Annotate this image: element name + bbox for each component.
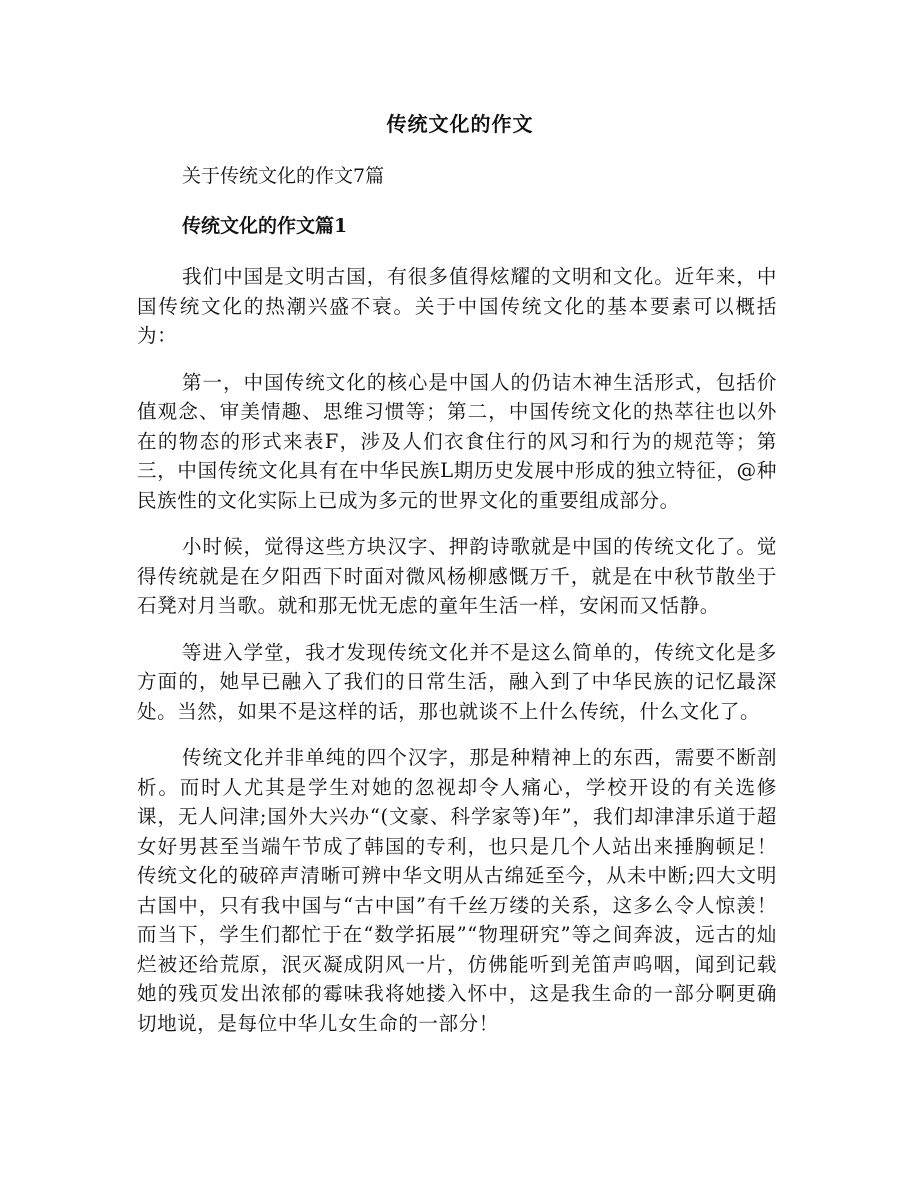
document-subtitle: 关于传统文化的作文7篇 (182, 165, 385, 187)
paragraph-4: 等进入学堂，我才发现传统文化并不是这么简单的，传统文化是多方面的，她早已融入了我们的日常生活，融入到了中华民族的记忆最深处。当然，如果不是这样的话，那也就谈不上什么传统，什么文化了。 (137, 640, 777, 723)
paragraph-1: 我们中国是文明古国，有很多值得炫耀的文明和文化。近年来，中国传统文化的热潮兴盛不衰。关于中国传统文化的基本要素可以概括为： (137, 265, 777, 347)
essay-body (137, 262, 777, 1055)
document-title: 传统文化的作文 (386, 112, 534, 136)
paragraph-5: 传统文化并非单纯的四个汉字，那是种精神上的东西，需要不断剖析。而时人尤其是学生对她的忽视却令人痛心，学校开设的有关选修课，无人问津;国外大兴办“(文豪、科学家等)年”，我们却津津乐道于超女好男甚至当端午节成了韩国的专利，也只是几个人站出来捶胸顿足！传统文化的破碎声清晰可辨中华文明从古绵延至今，从未中断;四大文明古国中，只有我中国与“古中国”有千丝万缕的关系，这多么令人惊羡！而当下，学生们都忙于在“数学拓展”“物理研究”等之间奔波，远古的灿烂被还给荒原，泯灭凝成阴风一片，仿佛能听到羌笛声呜咽，闻到记载她的残页发出浓郁的霉味我将她搂入怀中，这是我生命的一部分啊更确切地说，是每位中华儿女生命的一部分！ (137, 746, 777, 1035)
section-heading: 传统文化的作文篇1 (182, 215, 348, 237)
paragraph-3: 小时候，觉得这些方块汉字、押韵诗歌就是中国的传统文化了。觉得传统就是在夕阳西下时面对微风杨柳感慨万千，就是在中秋节散坐于石凳对月当歌。就和那无忧无虑的童年生活一样，安闲而又恬静。 (137, 535, 777, 617)
paragraph-2: 第一，中国传统文化的核心是中国人的仍诘木神生活形式，包括价值观念、审美情趣、思维习惯等；第二，中国传统文化的热萃往也以外在的物态的形式来表F，涉及人们衣食住行的风习和行为的规范等；第三，中国传统文化具有在中华民族L期历史发展中形成的独立特征，@种民族性的文化实际上已成为多元的世界文化的重要组成部分。 (137, 370, 777, 512)
